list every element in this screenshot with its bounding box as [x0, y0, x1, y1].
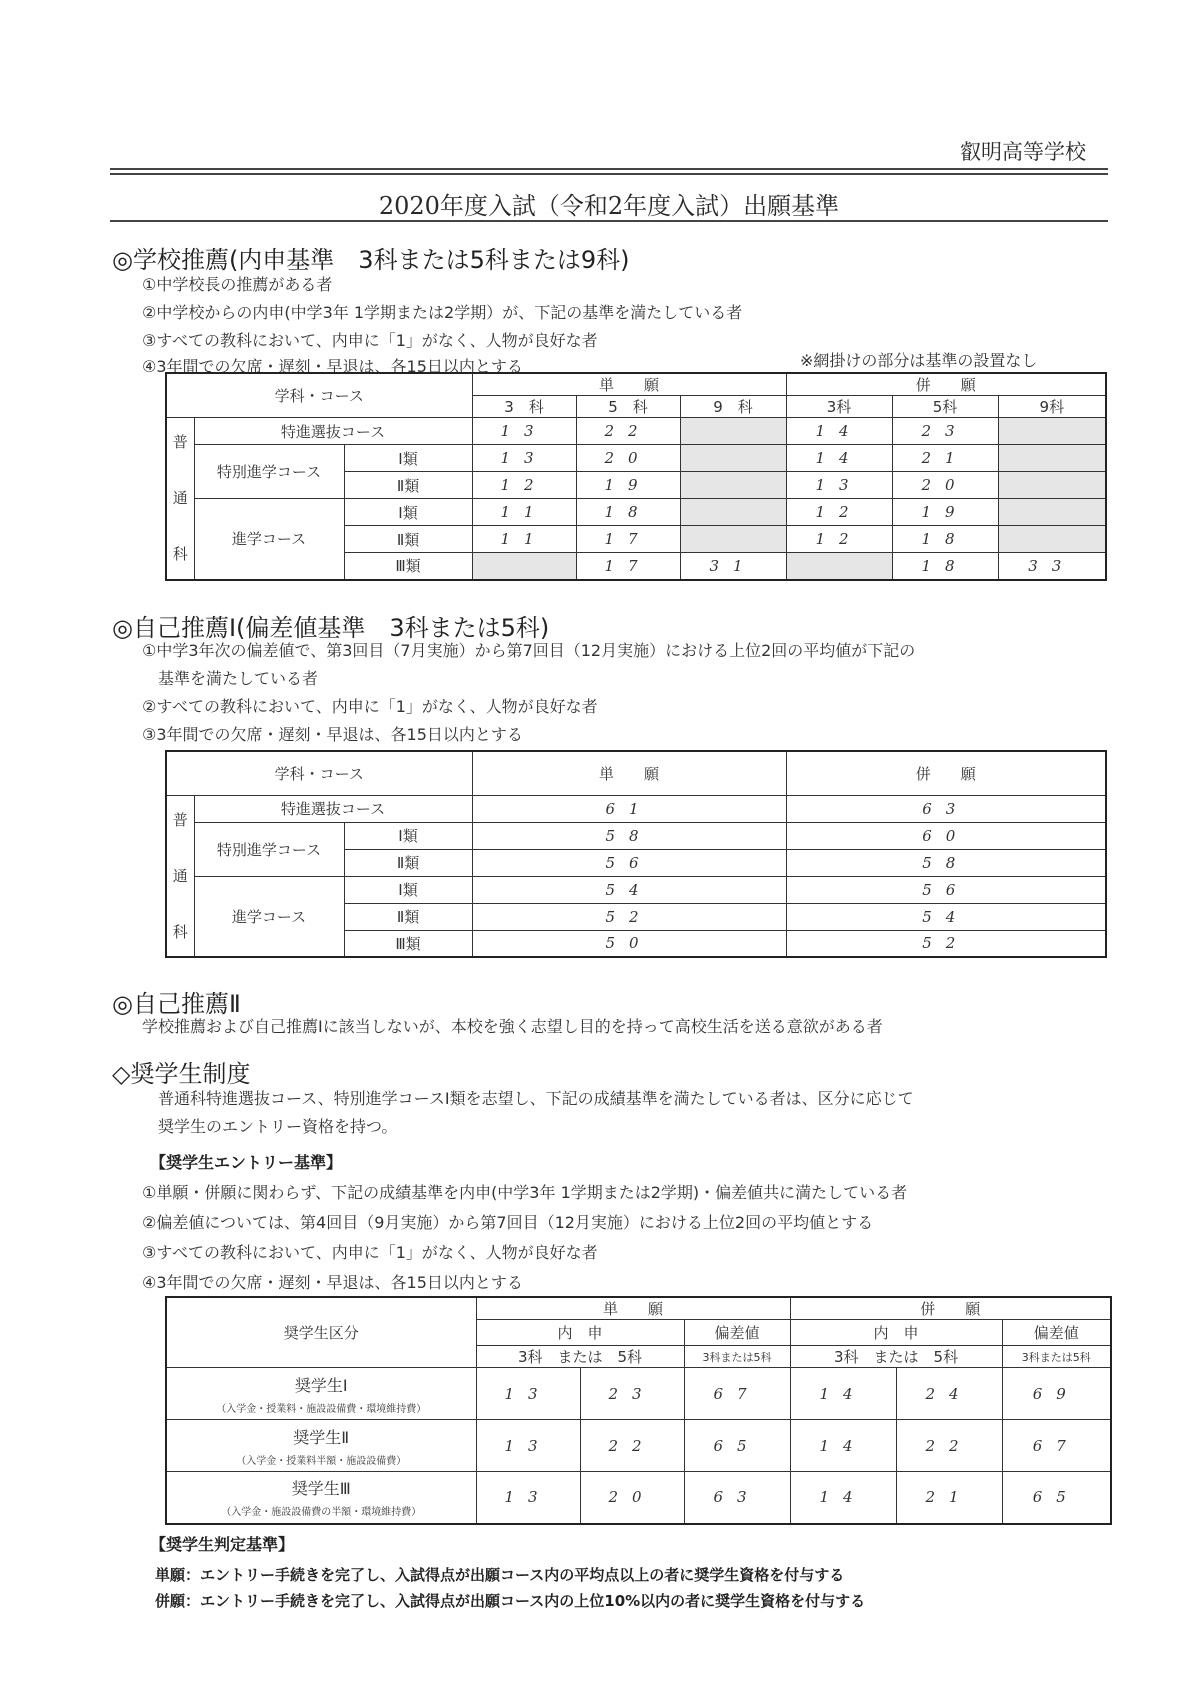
- section-school-recommendation-heading: ◎学校推薦(内申基準 3科または5科または9科): [112, 246, 630, 274]
- s4-tan-sub-hensachi: 3科または5科: [684, 1346, 790, 1368]
- s1-shade-note: ※網掛けの部分は基準の設置なし: [800, 351, 1038, 370]
- s4-cell: 67: [1002, 1420, 1111, 1472]
- s1-hei-sub-3: 3科: [786, 396, 892, 418]
- s4-cell: 21: [896, 1472, 1002, 1524]
- s4-entry-line-4: ④3年間での欠席・遅刻・早退は、各15日以内とする: [142, 1273, 523, 1292]
- s4-cell: 14: [790, 1472, 896, 1524]
- s1-cell: 18: [576, 499, 680, 526]
- s2-cell: 61: [472, 795, 786, 822]
- s4-cell: 65: [1002, 1472, 1111, 1524]
- s4-cell: 67: [684, 1368, 790, 1420]
- s2-cell: 50: [472, 930, 786, 957]
- s2-cell: 58: [472, 822, 786, 849]
- s1-cell: 20: [576, 445, 680, 472]
- s4-entry-line-3: ③すべての教科において、内申に「1」がなく、人物が良好な者: [142, 1243, 598, 1262]
- s1-cell-shaded: [998, 445, 1106, 472]
- s4-tan-header: 単 願: [476, 1297, 790, 1320]
- document-title: 2020年度入試（令和2年度入試）出願基準: [378, 192, 840, 220]
- s1-cell: 22: [576, 418, 680, 445]
- s4-hei-sub-naishin: 3科 または 5科: [790, 1346, 1002, 1368]
- s2-type: Ⅰ類: [344, 876, 472, 903]
- s1-type: Ⅲ類: [344, 553, 472, 580]
- s1-cell-shaded: [472, 553, 576, 580]
- s1-tan-header: 単 願: [472, 373, 786, 396]
- s1-line-1: ①中学校長の推薦がある者: [142, 275, 333, 294]
- s1-cell: 11: [472, 499, 576, 526]
- s2-cell: 56: [472, 849, 786, 876]
- header-rule-top: [110, 168, 1108, 170]
- s4-judge-heading: 【奨学生判定基準】: [150, 1535, 295, 1554]
- section-self-recommendation-2-heading: ◎自己推薦Ⅱ: [112, 990, 241, 1018]
- section-self-recommendation-1-heading: ◎自己推薦Ⅰ(偏差値基準 3科または5科): [112, 614, 550, 642]
- s2-line-1: ①中学3年次の偏差値で、第3回目（7月実施）から第7回目（12月実施）における上位2回の平均値が下記の: [142, 641, 916, 660]
- header-rule-top-2: [110, 173, 1108, 175]
- s1-cell-shaded: [680, 499, 786, 526]
- s1-criteria-table: [165, 372, 1107, 581]
- s2-type: Ⅰ類: [344, 822, 472, 849]
- s1-line-3: ③すべての教科において、内申に「1」がなく、人物が良好な者: [142, 331, 598, 350]
- s2-cell: 52: [472, 903, 786, 930]
- s4-cell: 13: [476, 1420, 580, 1472]
- s2-cell: 56: [786, 876, 1106, 903]
- s2-type: Ⅲ類: [344, 930, 472, 957]
- s4-judge-line-2: 併願：エントリー手続きを完了し、入試得点が出願コース内の上位10%以内の者に奨学生資格を付与する: [155, 1592, 866, 1610]
- s4-cell: 22: [580, 1420, 684, 1472]
- s2-cell: 58: [786, 849, 1106, 876]
- s1-cell-shaded: [680, 445, 786, 472]
- s2-hei-header: 併 願: [786, 751, 1106, 795]
- s4-hei-hensachi: 偏差値: [1002, 1320, 1111, 1346]
- s2-line-3: ②すべての教科において、内申に「1」がなく、人物が良好な者: [142, 697, 598, 716]
- s4-cell: 69: [1002, 1368, 1111, 1420]
- s1-cell-shaded: [998, 418, 1106, 445]
- s1-cell: 19: [892, 499, 998, 526]
- s1-type: Ⅰ類: [344, 499, 472, 526]
- s1-cell-shaded: [998, 472, 1106, 499]
- s1-tan-sub-5: 5 科: [576, 396, 680, 418]
- s1-cell: 13: [472, 445, 576, 472]
- s2-cell: 52: [786, 930, 1106, 957]
- s1-course-tokubetsu: 特別進学コース: [194, 445, 344, 499]
- s1-course-shingaku: 進学コース: [194, 499, 344, 580]
- s1-course-tokushin: 特進選抜コース: [194, 418, 472, 445]
- s4-scholar-2: 奨学生Ⅱ （入学金・授業料半額・施設設備費）: [166, 1420, 476, 1472]
- s1-cell-shaded: [786, 553, 892, 580]
- s2-type: Ⅱ類: [344, 903, 472, 930]
- s4-cell: 14: [790, 1368, 896, 1420]
- s1-cell-shaded: [998, 499, 1106, 526]
- s1-cell: 11: [472, 526, 576, 553]
- s1-type: Ⅰ類: [344, 445, 472, 472]
- s1-dept-cell: 普 通 科: [166, 418, 194, 580]
- s4-line-2: 奨学生のエントリー資格を持つ。: [158, 1117, 398, 1136]
- s4-scholar-3: 奨学生Ⅲ （入学金・施設設備費の半額・環境維持費）: [166, 1472, 476, 1524]
- s2-cell: 63: [786, 795, 1106, 822]
- s4-tan-naishin: 内 申: [476, 1320, 684, 1346]
- s4-tan-sub-naishin: 3科 または 5科: [476, 1346, 684, 1368]
- s2-type: Ⅱ類: [344, 849, 472, 876]
- s4-cell: 20: [580, 1472, 684, 1524]
- s1-cell: 14: [786, 445, 892, 472]
- s4-cell: 24: [896, 1368, 1002, 1420]
- s1-cell: 33: [998, 553, 1106, 580]
- s1-hei-sub-5: 5科: [892, 396, 998, 418]
- s1-cell: 12: [786, 499, 892, 526]
- header-rule-bottom: [110, 220, 1108, 222]
- s4-hei-header: 併 願: [790, 1297, 1111, 1320]
- s1-cell: 18: [892, 526, 998, 553]
- s1-col-header: 学科・コース: [166, 373, 472, 418]
- s1-line-4: ④3年間での欠席・遅刻・早退は、各15日以内とする: [142, 357, 523, 376]
- s4-cell: 65: [684, 1420, 790, 1472]
- s1-cell-shaded: [680, 472, 786, 499]
- s1-cell: 17: [576, 553, 680, 580]
- s4-scholar-1: 奨学生Ⅰ （入学金・授業料・施設設備費・環境維持費）: [166, 1368, 476, 1420]
- s2-tan-header: 単 願: [472, 751, 786, 795]
- s4-cell: 13: [476, 1472, 580, 1524]
- s4-line-1: 普通科特進選抜コース、特別進学コースⅠ類を志望し、下記の成績基準を満たしている者は、区分に応じて: [158, 1089, 914, 1108]
- s2-course-shingaku: 進学コース: [194, 876, 344, 957]
- s4-tan-hensachi: 偏差値: [684, 1320, 790, 1346]
- s4-entry-line-1: ①単願・併願に関わらず、下記の成績基準を内申(中学3年 1学期または2学期)・偏差値共に満たしている者: [142, 1183, 908, 1202]
- s1-cell: 23: [892, 418, 998, 445]
- s3-line: 学校推薦および自己推薦Ⅰに該当しないが、本校を強く志望し目的を持って高校生活を送る意欲がある者: [142, 1017, 883, 1036]
- s1-cell-shaded: [680, 418, 786, 445]
- s1-cell: 13: [786, 472, 892, 499]
- s4-cell: 13: [476, 1368, 580, 1420]
- s4-hei-sub-hensachi: 3科または5科: [1002, 1346, 1111, 1368]
- s4-judge-line-1: 単願：エントリー手続きを完了し、入試得点が出願コース内の平均点以上の者に奨学生資格を付与する: [155, 1566, 845, 1584]
- s1-cell: 18: [892, 553, 998, 580]
- s1-tan-sub-3: 3 科: [472, 396, 576, 418]
- s1-cell: 12: [786, 526, 892, 553]
- s1-cell: 21: [892, 445, 998, 472]
- s4-entry-line-2: ②偏差値については、第4回目（9月実施）から第7回目（12月実施）における上位2回の平均値とする: [142, 1213, 874, 1232]
- s4-col-header: 奨学生区分: [166, 1297, 476, 1368]
- s2-cell: 54: [472, 876, 786, 903]
- s1-cell: 13: [472, 418, 576, 445]
- s2-cell: 54: [786, 903, 1106, 930]
- s2-col-header: 学科・コース: [166, 751, 472, 795]
- s1-cell: 14: [786, 418, 892, 445]
- s1-cell: 19: [576, 472, 680, 499]
- s4-hei-naishin: 内 申: [790, 1320, 1002, 1346]
- s2-cell: 60: [786, 822, 1106, 849]
- s1-hei-sub-9: 9科: [998, 396, 1106, 418]
- s2-line-4: ③3年間での欠席・遅刻・早退は、各15日以内とする: [142, 725, 523, 744]
- s1-type: Ⅱ類: [344, 526, 472, 553]
- s1-tan-sub-9: 9 科: [680, 396, 786, 418]
- s1-type: Ⅱ類: [344, 472, 472, 499]
- s2-course-tokubetsu: 特別進学コース: [194, 822, 344, 876]
- s1-cell-shaded: [998, 526, 1106, 553]
- s1-hei-header: 併 願: [786, 373, 1106, 396]
- s1-cell: 17: [576, 526, 680, 553]
- s4-cell: 63: [684, 1472, 790, 1524]
- s1-cell: 12: [472, 472, 576, 499]
- s2-criteria-table: [165, 750, 1107, 958]
- s2-course-tokushin: 特進選抜コース: [194, 795, 472, 822]
- s1-cell: 20: [892, 472, 998, 499]
- school-name: 叡明高等学校: [960, 140, 1086, 164]
- s4-cell: 14: [790, 1420, 896, 1472]
- s4-cell: 22: [896, 1420, 1002, 1472]
- s4-scholarship-table: [165, 1296, 1112, 1525]
- s2-line-2: 基準を満たしている者: [158, 669, 319, 688]
- s4-cell: 23: [580, 1368, 684, 1420]
- s1-line-2: ②中学校からの内申(中学3年 1学期または2学期）が、下記の基準を満たしている者: [142, 303, 743, 322]
- s2-dept-cell: 普 通 科: [166, 795, 194, 957]
- s4-entry-heading: 【奨学生エントリー基準】: [150, 1153, 343, 1172]
- section-scholarship-heading: ◇奨学生制度: [112, 1060, 251, 1088]
- s1-cell: 31: [680, 553, 786, 580]
- s1-cell-shaded: [680, 526, 786, 553]
